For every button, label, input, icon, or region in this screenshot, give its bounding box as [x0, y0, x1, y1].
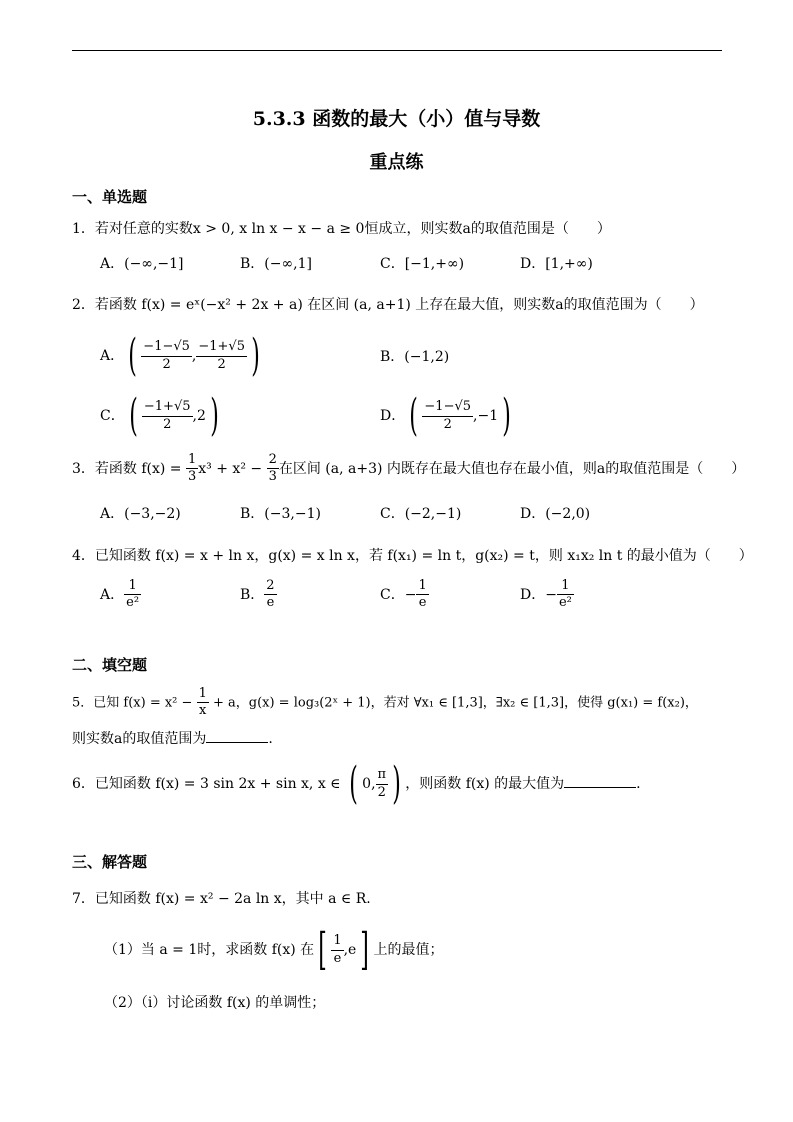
denominator: 3 [268, 469, 277, 485]
question-3-option-a: A．(−3,−2) [100, 506, 181, 522]
numerator: 1 [124, 578, 141, 595]
answer-blank [206, 730, 268, 743]
fraction [186, 452, 198, 486]
fraction [124, 578, 141, 612]
section-heading-single-choice: 一、单选题 [72, 188, 148, 206]
stem-pre: 5．已知 f(x) = x² − [72, 695, 197, 711]
denominator: 2 [217, 356, 226, 372]
paren-left: ( [349, 758, 358, 809]
question-4-option-b [240, 578, 277, 612]
fraction [376, 767, 389, 801]
denominator: e² [558, 595, 572, 611]
denominator: e [333, 950, 342, 966]
stem-tail: . [268, 731, 273, 747]
paren-left: ( [409, 390, 419, 441]
fraction [422, 399, 473, 433]
question-4-option-d [520, 578, 574, 612]
paren-right: ) [502, 390, 512, 441]
option-label: C．− [380, 586, 417, 603]
answer-blank [564, 775, 636, 788]
question-6-stem [72, 758, 641, 809]
denominator: e [418, 595, 427, 611]
fraction [141, 339, 192, 373]
question-3-option-d: D．(−2,0) [520, 506, 591, 522]
question-3-option-b: B．(−3,−1) [240, 506, 321, 522]
stem-pre: 6．已知函数 f(x) = 3 sin 2x + sin x, x ∈ [72, 776, 345, 792]
numerator: 1 [416, 578, 428, 595]
option-label: A． [100, 348, 125, 364]
fraction [267, 452, 279, 486]
numerator: 1 [557, 578, 574, 595]
interval-start: 0, [362, 776, 376, 792]
numerator: 1 [186, 452, 198, 469]
numerator: −1−√5 [422, 399, 473, 416]
numerator: −1+√5 [142, 399, 193, 416]
fraction [557, 578, 574, 612]
paren-right: ) [251, 330, 260, 381]
question-1-option-b: B．(−∞,1] [240, 256, 312, 272]
option-label: A． [100, 586, 125, 603]
denominator: 2 [162, 356, 171, 372]
question-2-option-d [380, 390, 515, 441]
paren-left: ( [128, 330, 138, 381]
interval-end: ,e [343, 942, 357, 958]
question-7-stem: 7．已知函数 f(x) = x² − 2a ln x，其中 a ∈ R. [72, 891, 371, 907]
question-5-line-2 [72, 728, 273, 748]
numerator: −1+√5 [196, 339, 247, 356]
fraction [142, 399, 193, 433]
bracket-right: ] [360, 924, 370, 975]
numerator: 1 [197, 686, 209, 703]
header-rule [72, 50, 722, 51]
denominator: 2 [443, 416, 452, 432]
paren-right: ) [210, 390, 219, 441]
option-label: C． [100, 408, 125, 424]
question-2-option-b: B．(−1,2) [380, 349, 450, 365]
denominator: 2 [377, 784, 386, 800]
question-4-option-a [100, 578, 141, 612]
question-1-option-a: A．(−∞,−1] [100, 256, 184, 272]
paren-left: ( [129, 390, 138, 441]
denominator: 3 [188, 469, 197, 485]
denominator: e [266, 595, 275, 611]
fraction [197, 686, 209, 720]
part-1-post: 上的最值； [373, 942, 444, 958]
question-4-stem: 4．已知函数 f(x) = x + ln x，g(x) = x ln x，若 f(x₁) = ln t，g(x₂) = t，则 x₁x₂ ln t 的最小值为（ ） [72, 548, 753, 564]
question-3-stem [72, 452, 745, 486]
question-2-option-c [100, 390, 223, 441]
section-heading-solutions: 三、解答题 [72, 853, 148, 871]
numerator: 2 [267, 452, 279, 469]
numerator: π [376, 767, 389, 784]
page-title: 5.3.3 函数的最大（小）值与导数 [252, 108, 541, 130]
stem-pre: 3．若函数 f(x) = [72, 460, 186, 477]
option-label: D．− [520, 586, 557, 603]
stem-tail: . [636, 776, 641, 792]
question-1-stem: 1．若对任意的实数x > 0, x ln x − x − a ≥ 0恒成立，则实数a的取值范围是（ ） [72, 221, 611, 237]
question-2-option-a: A．( $\frac{-1-√5}{2}$ , $\frac{-1+√5}{2}$ ) [100, 330, 260, 381]
stem-mid: x³ + x² − [198, 460, 267, 477]
denominator: x [199, 703, 207, 719]
fraction [416, 578, 428, 612]
denominator: 2 [163, 416, 172, 432]
part-1-pre: （1）当 a = 1时，求函数 f(x) 在 [104, 942, 315, 958]
numerator: 1 [331, 933, 343, 950]
option-label: B． [240, 586, 265, 603]
question-2-stem: 2．若函数 f(x) = eˣ(−x² + 2x + a) 在区间 (a, a+1) 上存在最大值，则实数a的取值范围为（ ） [72, 297, 704, 313]
stem-post: 在区间 (a, a+3) 内既存在最大值也存在最小值，则a的取值范围是（ ） [278, 460, 746, 477]
page-subtitle: 重点练 [369, 152, 424, 173]
question-4-option-c [380, 578, 429, 612]
stem-post: + a，g(x) = log₃(2ˣ + 1)，若对 ∀x₁ ∈ [1,3]，∃x₂ ∈ [1,3]，使得 g(x₁) = f(x₂)， [208, 695, 698, 711]
option-tail: ,2 [192, 408, 206, 424]
numerator: −1−√5 [141, 339, 192, 356]
option-label: D． [380, 408, 406, 424]
fraction [331, 933, 343, 967]
bracket-left: [ [318, 924, 328, 975]
question-7-part-1 [104, 924, 444, 975]
question-1-option-c: C．[−1,+∞) [380, 256, 465, 272]
stem-post: ，则函数 f(x) 的最大值为 [405, 776, 565, 792]
paren-right: ) [392, 758, 401, 809]
stem-line2: 则实数a的取值范围为 [72, 731, 207, 747]
section-heading-fill-in: 二、填空题 [72, 656, 148, 674]
question-3-option-c: C．(−2,−1) [380, 506, 462, 522]
denominator: e² [126, 595, 140, 611]
question-7-part-2: （2）（i）讨论函数 f(x) 的单调性； [104, 995, 326, 1011]
fraction [196, 339, 247, 373]
question-1-option-d: D．[1,+∞) [520, 256, 593, 272]
question-5-stem [72, 686, 698, 720]
option-tail: ,−1 [473, 408, 499, 424]
numerator: 2 [264, 578, 276, 595]
fraction [264, 578, 276, 612]
